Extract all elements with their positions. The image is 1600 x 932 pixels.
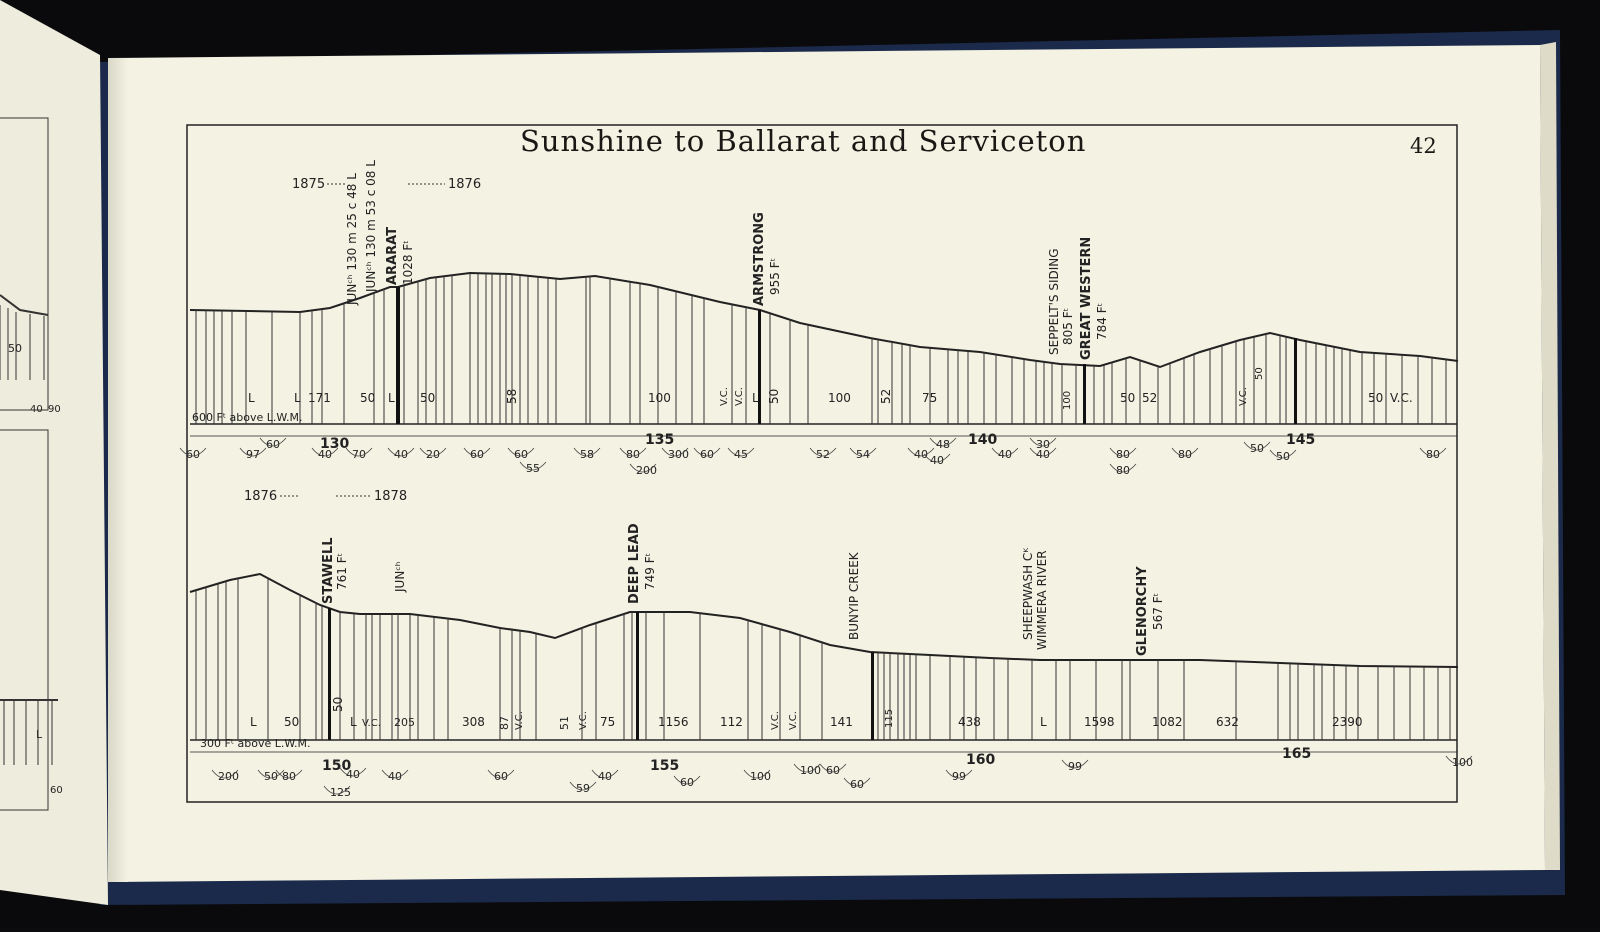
station-armstrong-height: 955 Fᵗ (768, 257, 782, 295)
curve-radius-label: 40 (318, 448, 332, 461)
curve-radius-label: 55 (526, 462, 540, 475)
upper-gradient: 100 (828, 391, 851, 405)
curve-radius-label: 60 (266, 438, 280, 451)
upper-gradient: V.C. (734, 387, 745, 406)
lower-gradient: 51 (558, 716, 571, 730)
lower-gradient: 205 (394, 716, 415, 729)
station-seppelts-siding: SEPPELT'S SIDING (1047, 248, 1061, 355)
milepost: 165 (1282, 746, 1312, 762)
upper-gradient: L (294, 391, 301, 405)
curve-radius-label: 200 (218, 770, 239, 783)
curve-radius-label: 40 (394, 448, 408, 461)
curve-radius-label: 60 (850, 778, 864, 791)
curve-radius-label: 60 (186, 448, 200, 461)
curve-radius-label: 40 (598, 770, 612, 783)
upper-gradient: V.C. (719, 387, 730, 406)
lower-gradient: 438 (958, 715, 981, 729)
milepost: 135 (645, 432, 675, 448)
curve-radius-label: 300 (668, 448, 689, 461)
upper-gradient: 171 (308, 391, 331, 405)
station-ararat: ARARAT (385, 226, 400, 285)
lower-gradient: 308 (462, 715, 485, 729)
curve-radius-label: 80 (1116, 448, 1130, 461)
curve-radius-label: 125 (330, 786, 351, 799)
curve-radius-label: 40 (346, 768, 360, 781)
curve-radius-label: 80 (626, 448, 640, 461)
page-title: Sunshine to Ballarat and Serviceton (520, 124, 1087, 158)
upper-gradient: 52 (879, 388, 893, 404)
curve-radius-label: 30 (1036, 438, 1050, 451)
lower-year-end: 1878 (374, 489, 408, 504)
lower-gradient: 112 (720, 715, 743, 729)
curve-radius-label: 60 (514, 448, 528, 461)
curve-radius-label: 52 (816, 448, 830, 461)
curve-radius-label: 54 (856, 448, 870, 461)
deep-lead-station-mark (636, 612, 639, 740)
lower-gradient: 50 (284, 715, 300, 729)
right-page (108, 45, 1545, 882)
curve-radius-label: 40 (1036, 448, 1050, 461)
curve-radius-label: 58 (580, 448, 594, 461)
station-great-western-height: 784 Fᵗ (1095, 302, 1109, 340)
curve-radius-label: 50 (1276, 450, 1290, 463)
lower-gradient: 141 (830, 715, 853, 729)
upper-datum-label: 600 Fᵗ above L.W.M. (192, 411, 303, 424)
curve-radius-label: 97 (246, 448, 260, 461)
station-deep-lead: DEEP LEAD (627, 523, 642, 604)
curve-radius-label: 60 (494, 770, 508, 783)
lower-gradient: 75 (600, 715, 616, 729)
lower-gradient: 1598 (1084, 715, 1115, 729)
milepost: 160 (966, 752, 996, 768)
curve-radius-label: 80 (1178, 448, 1192, 461)
lower-gradient: 1156 (658, 715, 689, 729)
curve-radius-label: 40 (998, 448, 1012, 461)
station-seppelts-height: 805 Fᵗ (1061, 307, 1075, 345)
lower-gradient: V.C. (514, 711, 525, 730)
lower-gradient: V.C. (788, 711, 799, 730)
station-glenorchy: GLENORCHY (1135, 566, 1150, 656)
left-page (0, 0, 108, 905)
upper-gradient: 100 (648, 391, 671, 405)
upper-gradient: L (388, 391, 395, 405)
curve-radius-label: 60 (826, 764, 840, 777)
milepost: 140 (968, 432, 998, 448)
lower-gradient: V.C. (770, 711, 781, 730)
upper-gradient: 75 (922, 391, 938, 405)
milepost: 150 (322, 758, 352, 774)
station-junction: JUNᶜʰ (393, 561, 407, 592)
curve-radius-label: 60 (680, 776, 694, 789)
upper-gradient: V.C. (1238, 387, 1249, 406)
ararat-station-mark (396, 287, 400, 424)
upper-gradient: 50 (1368, 391, 1384, 405)
junction-note-2: JUNᶜʰ 130 m 53 c 08 L (364, 160, 378, 292)
station-sheepwash-creek: SHEEPWASH Cᴷ (1021, 547, 1035, 640)
left-gradient-50: 50 (8, 342, 22, 355)
curve-radius-label: 99 (1068, 760, 1082, 773)
great-western-station-mark (1083, 364, 1086, 424)
curve-radius-label: 20 (426, 448, 440, 461)
curve-radius-label: 80 (1116, 464, 1130, 477)
lower-gradient: 115 (884, 708, 895, 728)
curve-radius-label: 60 (700, 448, 714, 461)
station-glenorchy-height: 567 Fᵗ (1151, 592, 1165, 630)
left-gradient-l: L (36, 728, 43, 741)
curve-radius-label: 100 (750, 770, 771, 783)
station-ararat-height: 1028 Fᵗ (401, 240, 415, 285)
lower-gradient: 50 (331, 696, 345, 712)
lower-gradient: 2390 (1332, 715, 1363, 729)
junction-note-1: JUNᶜʰ 130 m 25 c 48 L (345, 173, 359, 305)
lower-gradient: L (1040, 715, 1047, 729)
curve-radius-label: 80 (1426, 448, 1440, 461)
curve-radius-label: 200 (636, 464, 657, 477)
curve-radius-label: 100 (1452, 756, 1473, 769)
station-great-western: GREAT WESTERN (1079, 236, 1094, 360)
curve-radius-label: 45 (734, 448, 748, 461)
upper-gradient: V.C. (1390, 391, 1413, 405)
bunyip-station-mark (871, 652, 874, 740)
station-wimmera-river: WIMMERA RIVER (1035, 550, 1049, 650)
milepost: 155 (650, 758, 680, 774)
curve-radius-label: 48 (936, 438, 950, 451)
curve-radius-label: 59 (576, 782, 590, 795)
curve-radius-label: 70 (352, 448, 366, 461)
upper-gradient: 52 (1142, 391, 1158, 405)
lower-gradient: 87 (498, 716, 511, 730)
upper-gradient: L (752, 391, 759, 405)
upper-gradient: 58 (505, 388, 519, 404)
station-bunyip-creek: BUNYIP CREEK (847, 552, 861, 640)
lower-gradient: L (250, 715, 257, 729)
station-armstrong: ARMSTRONG (752, 212, 767, 306)
station-stawell: STAWELL (321, 537, 336, 604)
page-number: 42 (1410, 134, 1437, 158)
upper-gradient: 50 (1120, 391, 1136, 405)
left-curve-60: 60 (50, 785, 63, 796)
curve-radius-label: 99 (952, 770, 966, 783)
lower-gradient: 632 (1216, 715, 1239, 729)
armstrong-station-mark (758, 310, 761, 424)
lower-gradient: 1082 (1152, 715, 1183, 729)
milepost: 130 (320, 436, 350, 452)
curve-radius-label: 50 (1250, 442, 1264, 455)
upper-gradient: 100 (1062, 390, 1073, 410)
lower-gradient: V.C. (578, 711, 589, 730)
upper-gradient: 50 (767, 388, 781, 404)
lower-datum-label: 300 Fᵗ above L.W.M. (200, 737, 311, 750)
curve-radius-label: 100 (800, 764, 821, 777)
curve-radius-label: 50 (264, 770, 278, 783)
station-mark-145 (1294, 338, 1297, 424)
upper-gradient: 50 (1254, 367, 1265, 380)
upper-gradient: L (248, 391, 255, 405)
upper-year-end: 1876 (448, 177, 482, 192)
upper-year-start: 1875 (292, 177, 326, 192)
upper-gradient: 50 (360, 391, 376, 405)
curve-radius-label: 40 (388, 770, 402, 783)
left-curve-40: 40 (30, 404, 43, 415)
curve-radius-label: 60 (470, 448, 484, 461)
lower-year-start: 1876 (244, 489, 278, 504)
station-stawell-height: 761 Fᵗ (335, 552, 349, 590)
curve-radius-label: 40 (930, 454, 944, 467)
upper-gradient: 50 (420, 391, 436, 405)
curve-radius-label: 40 (914, 448, 928, 461)
station-deep-lead-height: 749 Fᵗ (643, 552, 657, 590)
lower-gradient: L (350, 715, 357, 729)
stawell-station-mark (328, 608, 331, 740)
left-curve-90: 90 (48, 404, 61, 415)
milepost: 145 (1286, 432, 1316, 448)
curve-radius-label: 80 (282, 770, 296, 783)
lower-gradient: V.C. (362, 718, 381, 729)
